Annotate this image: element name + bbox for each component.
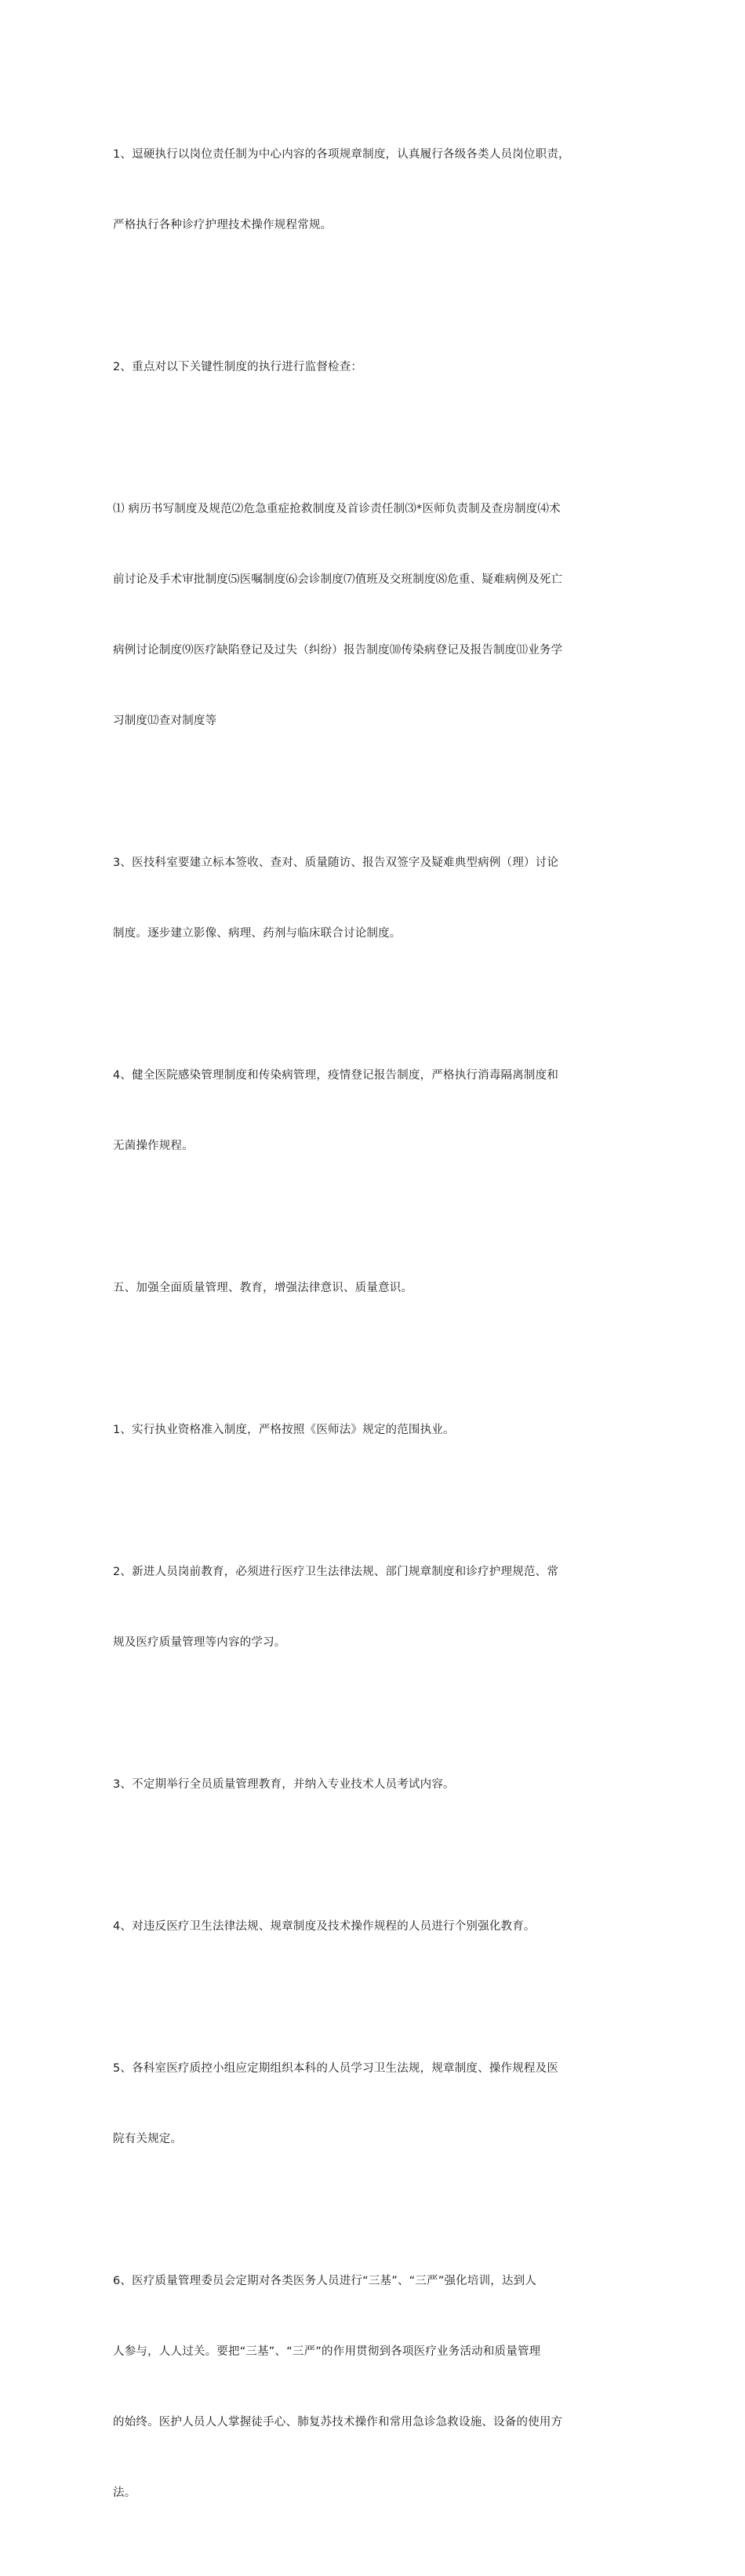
paragraph-line: 病例讨论制度⑼医疗缺陷登记及过失（纠纷）报告制度⑽传染病登记及报告制度⑾业务学 xyxy=(113,644,563,657)
paragraph-5 xyxy=(113,1017,631,1205)
paragraph-9 xyxy=(113,1726,631,1843)
paragraph-1 xyxy=(113,96,631,284)
paragraph-3 xyxy=(113,450,631,780)
paragraph-10 xyxy=(113,1868,631,1985)
paragraph-4 xyxy=(113,804,631,992)
paragraph-line: 严格执行各种诊疗护理技术操作规程常规。 xyxy=(113,219,333,231)
paragraph-line: 制度。逐步建立影像、病理、药剂与临床联合讨论制度。 xyxy=(113,927,402,940)
paragraph-line: 1、逗硬执行以岗位责任制为中心内容的各项规章制度，认真履行各级各类人员岗位职责， xyxy=(113,148,570,161)
paragraph-line: 无菌操作规程。 xyxy=(113,1140,194,1152)
paragraph-line: 4、对违反医疗卫生法律法规、规章制度及技术操作规程的人员进行个别强化教育。 xyxy=(113,1920,536,1933)
paragraph-line: 规及医疗质量管理等内容的学习。 xyxy=(113,1636,286,1649)
paragraph-line: 3、不定期举行全员质量管理教育，并纳入专业技术人员考试内容。 xyxy=(113,1778,455,1791)
paragraph-12 xyxy=(113,2222,631,2552)
paragraph-line: 2、重点对以下关键性制度的执行进行监督检查： xyxy=(113,361,363,373)
paragraph-line: 习制度⑿查对制度等 xyxy=(113,715,217,727)
paragraph-7 xyxy=(113,1371,631,1489)
paragraph-line: 2、新进人员岗前教育，必须进行医疗卫生法律法规、部门规章制度和诊疗护理规范、常 xyxy=(113,1566,559,1578)
paragraph-line: 1、实行执业资格准入制度，严格按照《医师法》规定的范围执业。 xyxy=(113,1424,455,1436)
paragraph-line: 院有关规定。 xyxy=(113,2133,183,2145)
paragraph-line: 5、各科室医疗质控小组应定期组织本科的人员学习卫生法规，规章制度、操作规程及医 xyxy=(113,2062,559,2075)
paragraph-line: 人参与，人人过关。要把“三基”、“三严”的作用贯彻到各项医疗业务活动和质量管理 xyxy=(113,2345,541,2358)
paragraph-2 xyxy=(113,308,631,426)
paragraph-8 xyxy=(113,1513,631,1701)
section-heading-5 xyxy=(113,1229,631,1347)
paragraph-line: 6、医疗质量管理委员会定期对各类医务人员进行“三基”、“三严”强化培训，达到人 xyxy=(113,2275,537,2287)
paragraph-line: 4、健全医院感染管理制度和传染病管理，疫情登记报告制度，严格执行消毒隔离制度和 xyxy=(113,1069,559,1082)
paragraph-11 xyxy=(113,2010,631,2198)
paragraph-line: 法。 xyxy=(113,2487,136,2499)
paragraph-line: ⑴ 病历书写制度及规范⑵危急重症抢救制度及首诊责任制⑶*医师负责制及查房制度⑷术 xyxy=(113,503,561,515)
paragraph-line: 3、医技科室要建立标本签收、查对、质量随访、报告双签字及疑难典型病例（理）讨论 xyxy=(113,857,559,869)
paragraph-line: 的始终。医护人员人人掌握徒手心、肺复苏技术操作和常用急诊急救设施、设备的使用方 xyxy=(113,2416,563,2429)
document-body xyxy=(113,96,631,2576)
paragraph-line: 前讨论及手术审批制度⑸医嘱制度⑹会诊制度⑺值班及交班制度⑻危重、疑难病例及死亡 xyxy=(113,573,563,586)
paragraph-line: 五、加强全面质量管理、教育，增强法律意识、质量意识。 xyxy=(113,1282,413,1294)
